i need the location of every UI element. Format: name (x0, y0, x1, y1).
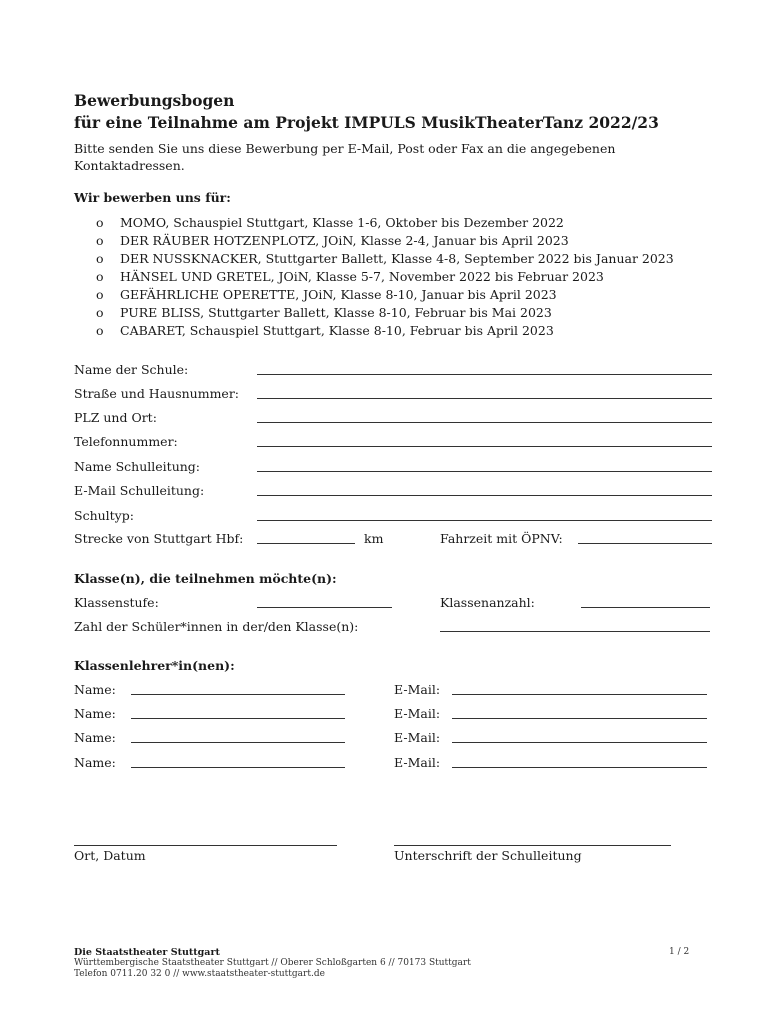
class-level-input[interactable] (257, 607, 392, 608)
school-type-input[interactable] (257, 520, 712, 521)
teacher-name-label: Name: (74, 706, 116, 721)
field-label-distance: Strecke von Stuttgart Hbf: (74, 531, 244, 546)
teacher-name-label: Name: (74, 682, 116, 697)
signature-label: Unterschrift der Schulleitung (394, 848, 582, 863)
travel-time-input[interactable] (578, 543, 712, 544)
option-label-1: MOMO, Schauspiel Stuttgart, Klasse 1-6, Oktober bis Dezember 2022 (120, 215, 564, 230)
field-label-school-type: Schultyp: (74, 508, 134, 523)
footer-address: Württembergische Staatstheater Stuttgart // Oberer Schloßgarten 6 // 70173 Stuttgart (74, 958, 471, 968)
student-count-input[interactable] (440, 631, 710, 632)
classes-heading: Klasse(n), die teilnehmen möchte(n): (74, 571, 337, 586)
option-label-3: DER NUSSKNACKER, Stuttgarter Ballett, Klasse 4-8, September 2022 bis Januar 2023 (120, 251, 674, 266)
teacher-email-input-1[interactable] (452, 694, 707, 695)
teacher-name-input-1[interactable] (131, 694, 345, 695)
option-label-6: PURE BLISS, Stuttgarter Ballett, Klasse 8-10, Februar bis Mai 2023 (120, 305, 552, 320)
field-label-principal-email: E-Mail Schulleitung: (74, 483, 205, 498)
phone-input[interactable] (257, 446, 712, 447)
field-label-class-level: Klassenstufe: (74, 595, 159, 610)
field-label-principal-name: Name Schulleitung: (74, 459, 201, 474)
street-input[interactable] (257, 398, 712, 399)
option-checkbox-3[interactable]: o (96, 251, 104, 266)
option-label-4: HÄNSEL UND GRETEL, JOiN, Klasse 5-7, November 2022 bis Februar 2023 (120, 269, 604, 284)
signature-input[interactable] (394, 845, 671, 846)
zip-city-input[interactable] (257, 422, 712, 423)
place-date-input[interactable] (74, 845, 337, 846)
teacher-email-input-4[interactable] (452, 767, 707, 768)
principal-email-input[interactable] (257, 495, 712, 496)
option-checkbox-5[interactable]: o (96, 287, 104, 302)
option-label-7: CABARET, Schauspiel Stuttgart, Klasse 8-10, Februar bis April 2023 (120, 323, 554, 338)
distance-input[interactable] (257, 543, 355, 544)
field-label-school-name: Name der Schule: (74, 362, 189, 377)
form-title: Bewerbungsbogen (74, 91, 235, 110)
field-label-street: Straße und Hausnummer: (74, 386, 240, 401)
field-label-student-count: Zahl der Schüler*innen in der/den Klasse(n): (74, 619, 359, 634)
principal-name-input[interactable] (257, 471, 712, 472)
option-checkbox-6[interactable]: o (96, 305, 104, 320)
field-label-zip-city: PLZ und Ort: (74, 410, 157, 425)
form-subtitle: für eine Teilnahme am Projekt IMPULS MusikTheaterTanz 2022/23 (74, 113, 659, 132)
field-label-class-count: Klassenanzahl: (440, 595, 535, 610)
intro-line-1: Bitte senden Sie uns diese Bewerbung per E-Mail, Post oder Fax an die angegebenen (74, 141, 616, 156)
teacher-name-input-3[interactable] (131, 742, 345, 743)
school-name-input[interactable] (257, 374, 712, 375)
footer-contact: Telefon 0711.20 32 0 // www.staatstheater-stuttgart.de (74, 969, 325, 979)
intro-line-2: Kontaktadressen. (74, 158, 185, 173)
option-checkbox-4[interactable]: o (96, 269, 104, 284)
teacher-email-label: E-Mail: (394, 682, 441, 697)
apply-heading: Wir bewerben uns für: (74, 190, 231, 205)
teacher-email-input-2[interactable] (452, 718, 707, 719)
distance-unit: km (364, 531, 384, 546)
option-label-2: DER RÄUBER HOTZENPLOTZ, JOiN, Klasse 2-4, Januar bis April 2023 (120, 233, 569, 248)
teacher-name-label: Name: (74, 730, 116, 745)
option-checkbox-1[interactable]: o (96, 215, 104, 230)
teacher-email-label: E-Mail: (394, 755, 441, 770)
teacher-email-input-3[interactable] (452, 742, 707, 743)
class-count-input[interactable] (581, 607, 710, 608)
field-label-phone: Telefonnummer: (74, 434, 178, 449)
footer-org: Die Staatstheater Stuttgart (74, 947, 220, 958)
teacher-email-label: E-Mail: (394, 730, 441, 745)
place-date-label: Ort, Datum (74, 848, 146, 863)
teacher-name-label: Name: (74, 755, 116, 770)
teacher-name-input-2[interactable] (131, 718, 345, 719)
option-label-5: GEFÄHRLICHE OPERETTE, JOiN, Klasse 8-10, Januar bis April 2023 (120, 287, 557, 302)
teachers-heading: Klassenlehrer*in(nen): (74, 658, 235, 673)
page-number: 1 / 2 (669, 947, 690, 957)
teacher-email-label: E-Mail: (394, 706, 441, 721)
option-checkbox-2[interactable]: o (96, 233, 104, 248)
option-checkbox-7[interactable]: o (96, 323, 104, 338)
field-label-travel-time: Fahrzeit mit ÖPNV: (440, 531, 563, 546)
teacher-name-input-4[interactable] (131, 767, 345, 768)
